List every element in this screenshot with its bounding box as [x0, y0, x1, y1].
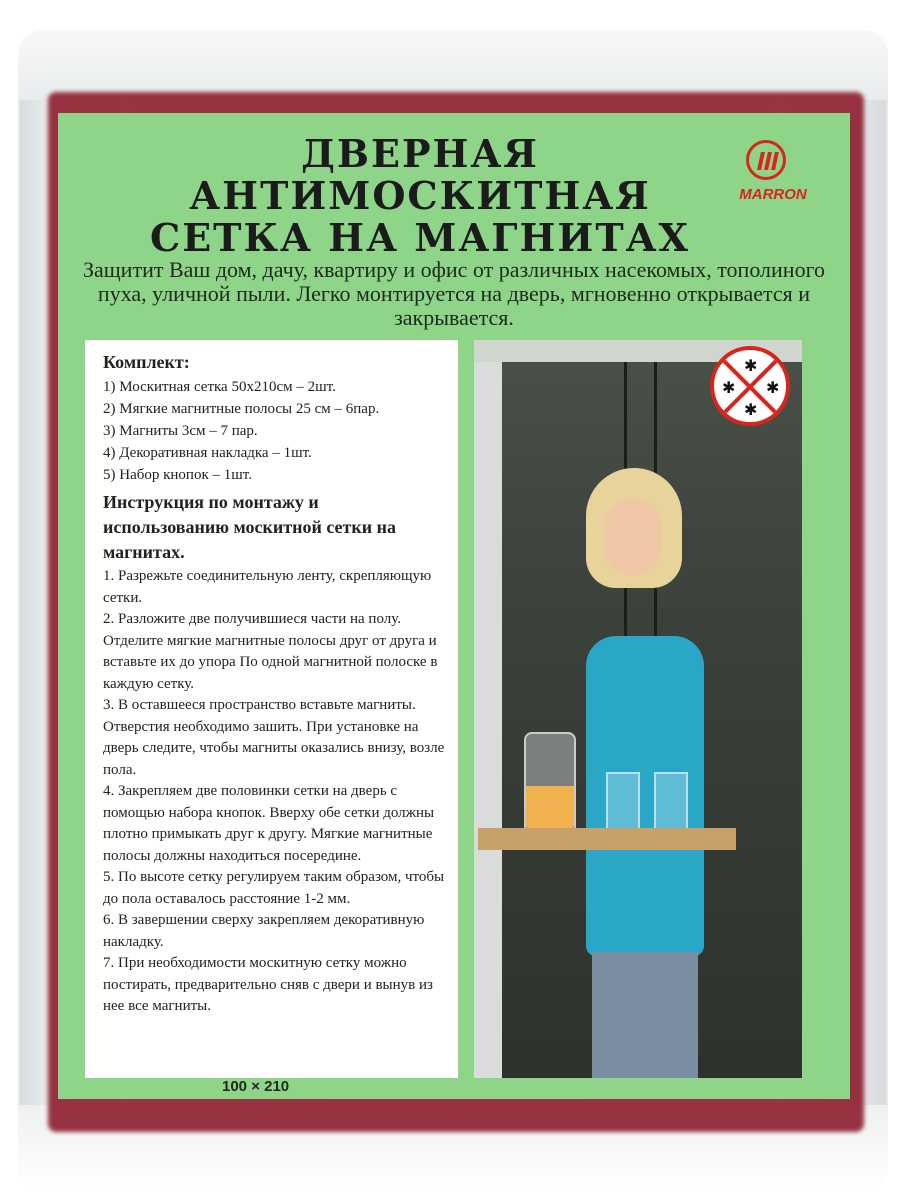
instruction-step: 7. При необходимости москитную сетку можно постирать, предварительно сняв с двери и вынув из нее все магниты.: [103, 955, 433, 1014]
mosquito-icon: ✱: [744, 400, 758, 419]
serving-tray: [478, 828, 736, 850]
instructions-steps: [103, 566, 455, 1018]
woman-face: [604, 498, 662, 576]
fly-icon: ✱: [744, 356, 758, 375]
glass: [606, 772, 640, 834]
package-top-seal: [18, 30, 888, 100]
title-line-3: СЕТКА НА МАГНИТАХ: [149, 215, 691, 260]
instruction-step: 1. Разрежьте соединительную ленту, скрепляющую сетки.: [103, 568, 432, 606]
instruction-step: 4. Закрепляем две половинки сетки на дверь с помощью набора кнопок. Вверху обе сетки должны плотно примыкать друг к другу. Мягкие магнитные полосы должны находиться посередине.: [103, 783, 435, 864]
kit-list: [103, 376, 453, 486]
kit-item: 3) Магниты 3см – 7 пар.: [103, 423, 258, 439]
title-line-2: АНТИМОСКИТНАЯ: [189, 173, 651, 218]
product-title: [120, 133, 720, 259]
fly-icon: ✱: [722, 378, 736, 397]
instruction-step: 2. Разложите две получившиеся части на полу. Отделите мягкие магнитные полосы друг от друга и вставьте их до упора По одной магнитной полоске в каждую сетку.: [103, 611, 438, 692]
juice: [526, 786, 574, 832]
instruction-step: 3. В оставшееся пространство вставьте магниты. Отверстия необходимо зашить. При установке на дверь следите, чтобы магниты оказались внизу, возле пола.: [103, 697, 445, 778]
instruction-step: 6. В завершении сверху закрепляем декоративную накладку.: [103, 912, 425, 950]
instruction-step: 5. По высоте сетку регулируем таким образом, чтобы до пола оставалось расстояние 1-2 мм.: [103, 869, 445, 907]
no-insects-icon: [710, 346, 790, 426]
glass: [654, 772, 688, 834]
door-frame: [474, 340, 502, 1078]
kit-title: Комплект:: [103, 352, 190, 372]
instructions-title: Инструкция по монтажу и использованию москитной сетки на магнитах.: [103, 492, 397, 562]
kit-item: 5) Набор кнопок – 1шт.: [103, 467, 252, 483]
kit-item: 2) Мягкие магнитные полосы 25 см – 6пар.: [103, 401, 380, 417]
size-label: 100 × 210: [222, 1078, 290, 1095]
brand-name: MARRON: [739, 186, 807, 203]
title-line-1: ДВЕРНАЯ: [301, 131, 539, 176]
product-photo: [474, 340, 802, 1078]
woman-jeans: [592, 952, 698, 1078]
kit-item: 1) Москитная сетка 50х210см – 2шт.: [103, 379, 336, 395]
product-intro: Защитит Ваш дом, дачу, квартиру и офис от различных насекомых, тополиного пуха, уличной пыли. Легко монтируется на дверь, мгновенно открывается и закрывается.: [82, 257, 826, 330]
kit-item: 4) Декоративная накладка – 1шт.: [103, 445, 312, 461]
marron-logo-icon: [746, 140, 786, 180]
brand-logo: [728, 140, 818, 210]
spider-icon: ✱: [766, 378, 780, 397]
